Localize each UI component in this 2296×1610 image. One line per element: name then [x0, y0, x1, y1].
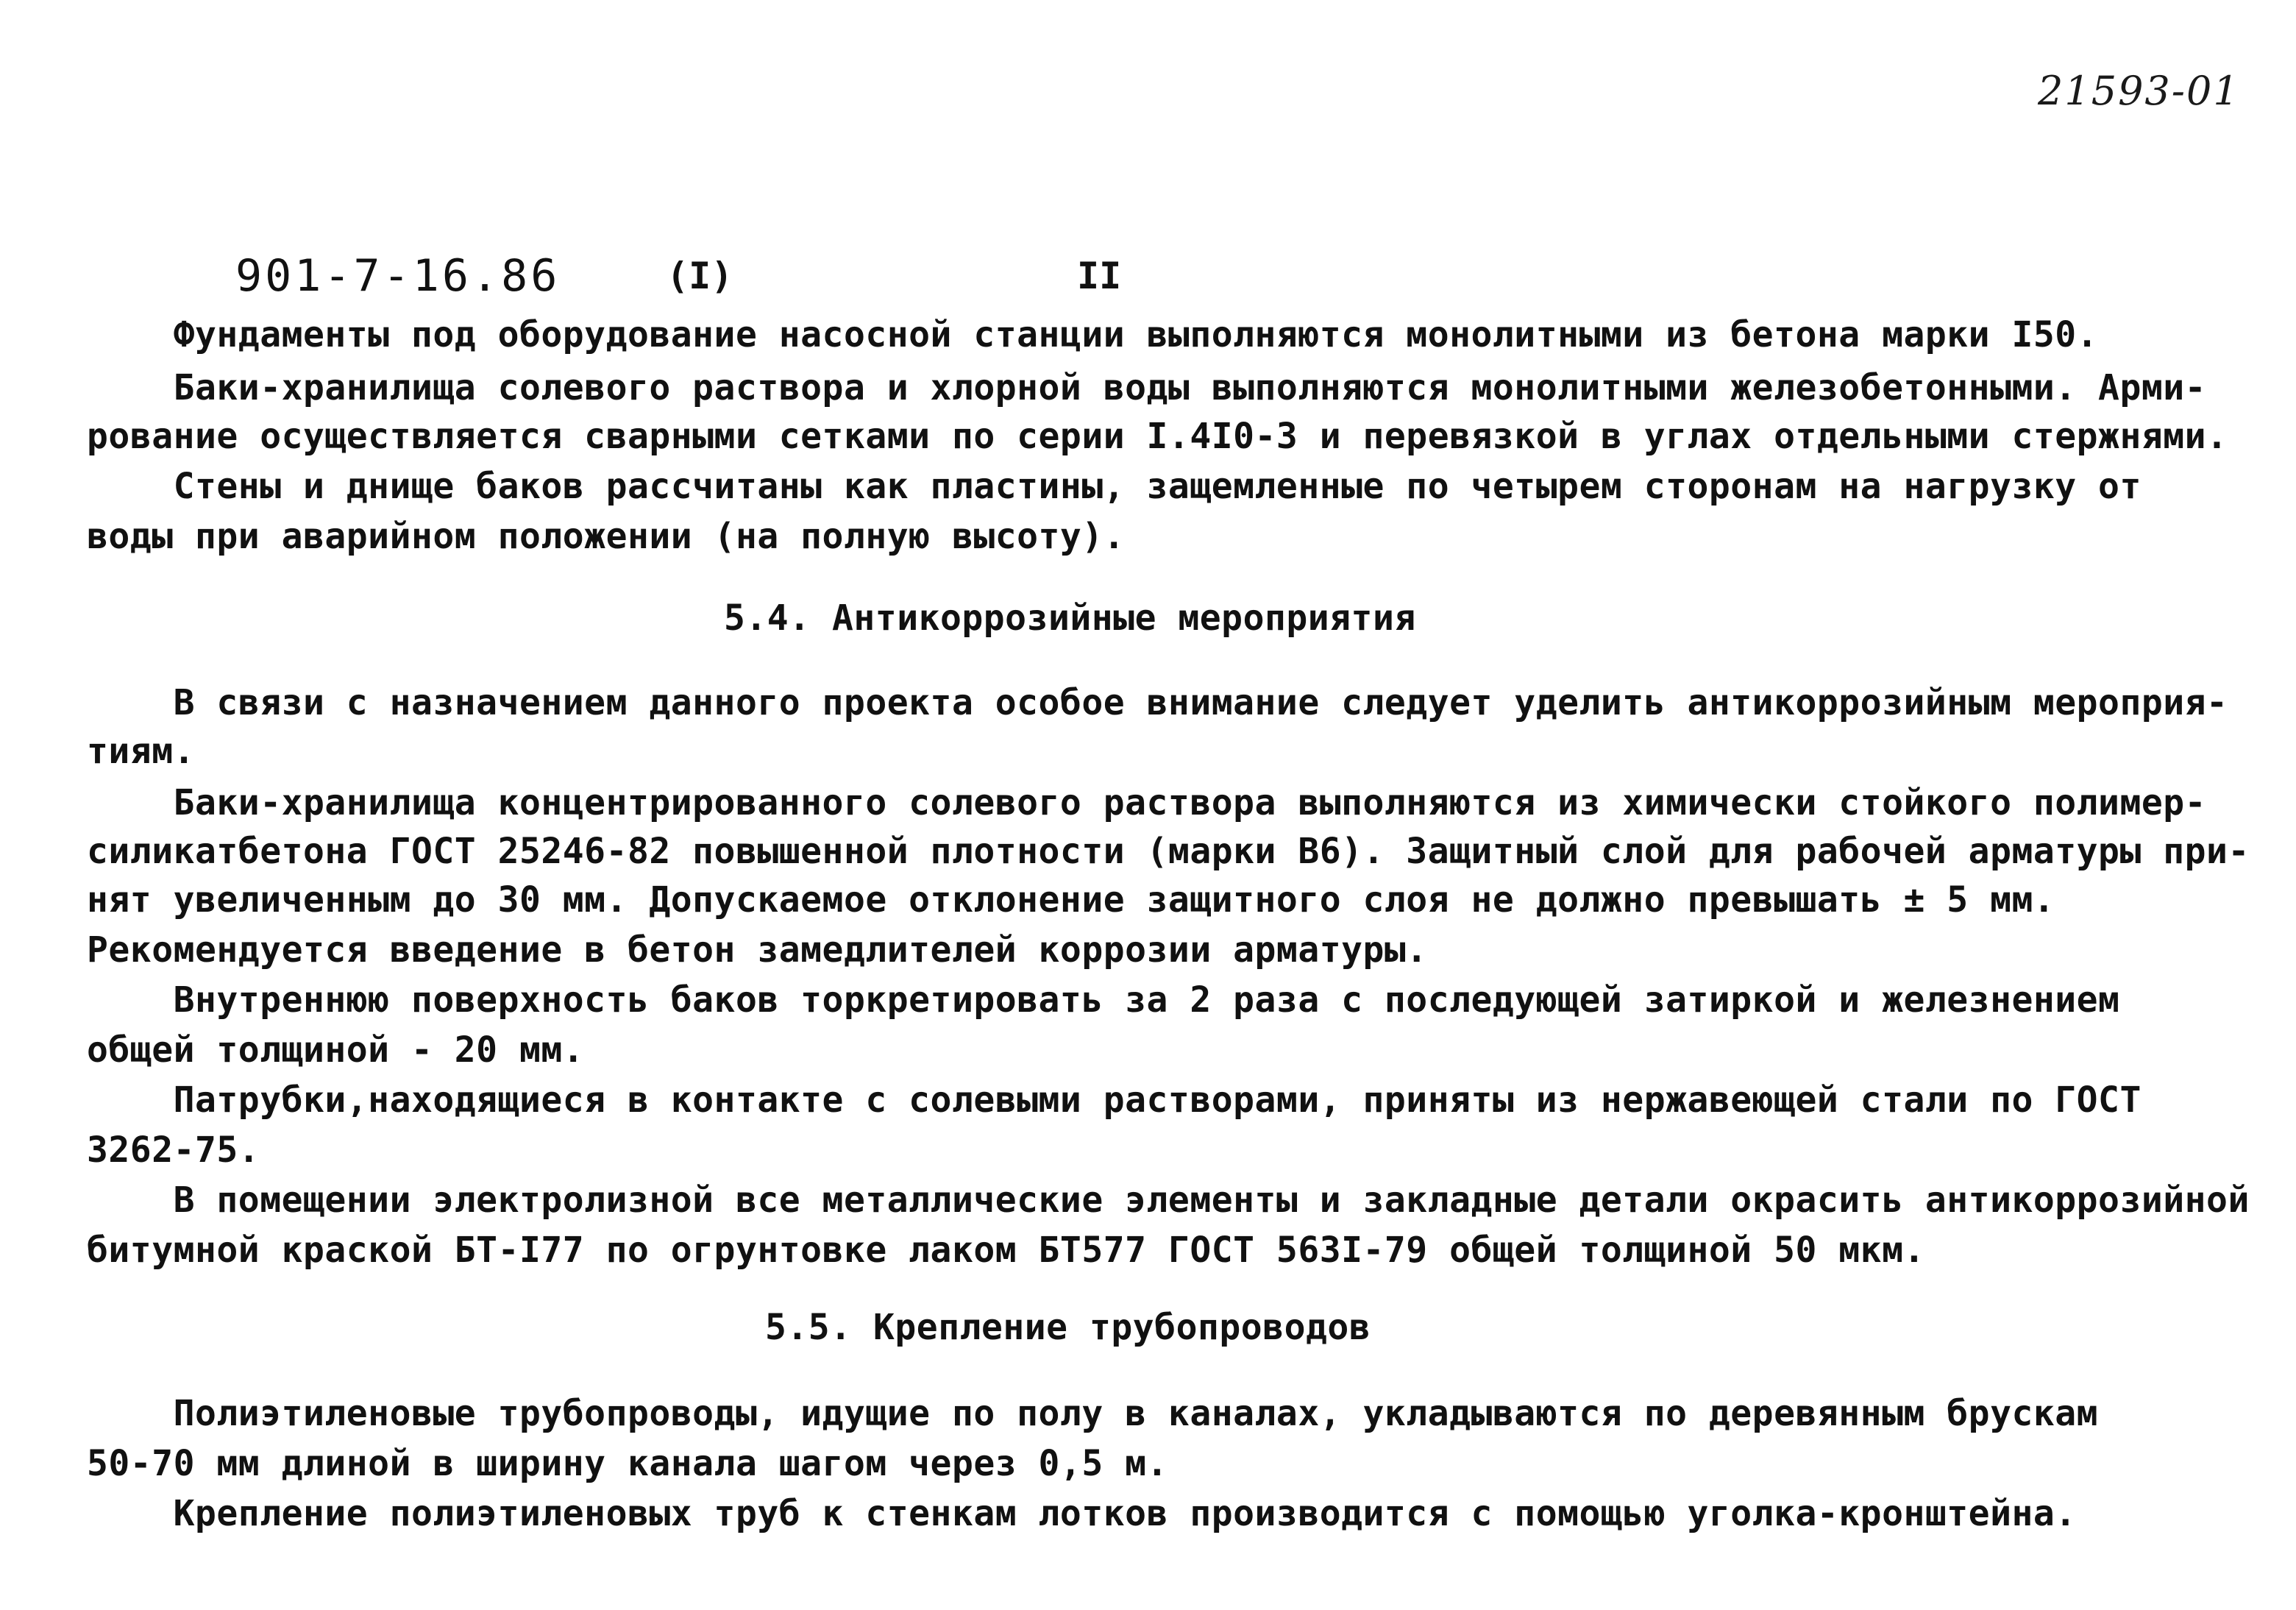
paragraph-line: нят увеличенным до 30 мм. Допускаемое отклонение защитного слоя не должно превышать ± 5 мм.	[87, 879, 2055, 921]
paragraph-line: Внутреннюю поверхность баков торкретировать за 2 раза с последующей затиркой и железнением	[87, 979, 2120, 1021]
document-header	[235, 250, 2001, 302]
paragraph-line: 3262-75.	[87, 1130, 260, 1171]
paragraph-line: битумной краской БТ-I77 по огрунтовке лаком БТ577 ГОСТ 563I-79 общей толщиной 50 мкм.	[87, 1230, 1925, 1271]
paragraph-line: Баки-хранилища солевого раствора и хлорной воды выполняются монолитными железобетонными. Арми-	[87, 367, 2207, 408]
archive-number: 21593-01	[2038, 68, 2240, 114]
paragraph-line: общей толщиной - 20 мм.	[87, 1029, 585, 1071]
paragraph-line: Патрубки,находящиеся в контакте с солевыми растворами, приняты из нержавеющей стали по ГОСТ	[87, 1079, 2142, 1121]
paragraph-line: рование осуществляется сварными сетками по серии I.4I0-3 и перевязкой в углах отдельными стержнями.	[87, 416, 2228, 457]
paragraph-line: Крепление полиэтиленовых труб к стенкам лотков производится с помощью уголка-кронштейна.	[87, 1493, 2077, 1534]
paragraph-line: тиям.	[87, 731, 195, 772]
paragraph-line: Баки-хранилища концентрированного солевого раствора выполняются из химически стойкого полимер-	[87, 782, 2207, 823]
section-heading-5-5: 5.5. Крепление трубопроводов	[765, 1307, 1371, 1348]
paragraph-line: Фундаменты под оборудование насосной станции выполняются монолитными из бетона марки I50.	[87, 314, 2099, 355]
volume-number: (I)	[667, 255, 733, 297]
paragraph-line: Стены и днище баков рассчитаны как пластины, защемленные по четырем сторонам на нагрузку от	[87, 466, 2142, 507]
paragraph-line: воды при аварийном положении (на полную высоту).	[87, 516, 1126, 557]
paragraph-line: Рекомендуется введение в бетон замедлителей коррозии арматуры.	[87, 929, 1428, 971]
paragraph-line: В помещении электролизной все металлические элементы и закладные детали окрасить антикоррозийной	[87, 1180, 2250, 1221]
page-number: II	[1077, 255, 1122, 297]
paragraph-line: силикатбетона ГОСТ 25246-82 повышенной плотности (марки В6). Защитный слой для рабочей арматуры при-	[87, 831, 2250, 872]
paragraph-line: 50-70 мм длиной в ширину канала шагом через 0,5 м.	[87, 1443, 1168, 1484]
paragraph-line: В связи с назначением данного проекта особое внимание следует уделить антикоррозийным мероприя-	[87, 682, 2228, 723]
paragraph-line: Полиэтиленовые трубопроводы, идущие по полу в каналах, укладываются по деревянным брускам	[87, 1393, 2099, 1434]
document-code: 901-7-16.86	[235, 250, 561, 302]
section-heading-5-4: 5.4. Антикоррозийные мероприятия	[724, 597, 1416, 639]
